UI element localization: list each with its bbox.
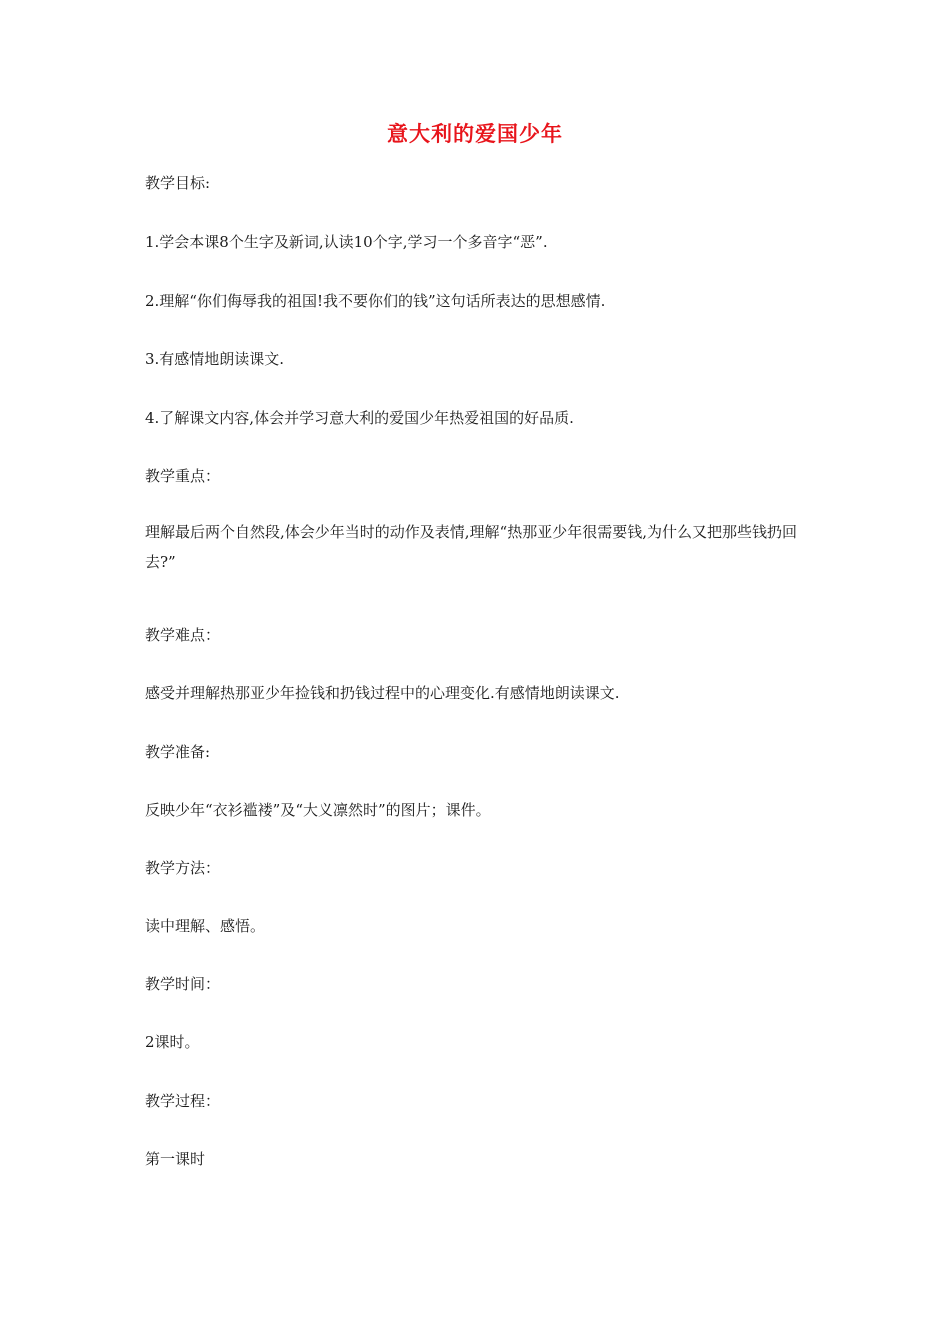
document-title: 意大利的爱国少年 — [387, 122, 563, 146]
key-points-text: 理解最后两个自然段,体会少年当时的动作及表情,理解“热那亚少年很需要钱,为什么又把那些钱扔回去?” — [145, 523, 797, 571]
heading-key-points: 教学重点： — [145, 467, 221, 485]
heading-preparation: 教学准备: — [145, 743, 211, 761]
heading-objectives: 教学目标: — [145, 174, 211, 192]
heading-methods: 教学方法： — [145, 859, 221, 877]
objective-4: 4.了解课文内容,体会并学习意大利的爱国少年热爱祖国的好品质. — [145, 409, 574, 427]
difficulties-text: 感受并理解热那亚少年捡钱和扔钱过程中的心理变化.有感情地朗读课文. — [145, 684, 620, 702]
first-lesson-heading: 第一课时 — [145, 1150, 206, 1168]
objective-1: 1.学会本课8个生字及新词,认读10个字,学习一个多音字“恶”. — [145, 233, 548, 251]
heading-process: 教学过程： — [145, 1092, 221, 1110]
heading-difficulties: 教学难点： — [145, 626, 221, 644]
heading-time: 教学时间： — [145, 975, 221, 993]
objective-3: 3.有感情地朗读课文. — [145, 350, 285, 368]
methods-text: 读中理解、感悟。 — [145, 917, 266, 935]
time-text: 2课时。 — [145, 1033, 200, 1051]
preparation-text: 反映少年“衣衫褴褛”及“大义凛然时”的图片；课件。 — [145, 801, 491, 819]
objective-2: 2.理解“你们侮辱我的祖国!我不要你们的钱”这句话所表达的思想感情. — [145, 292, 606, 310]
